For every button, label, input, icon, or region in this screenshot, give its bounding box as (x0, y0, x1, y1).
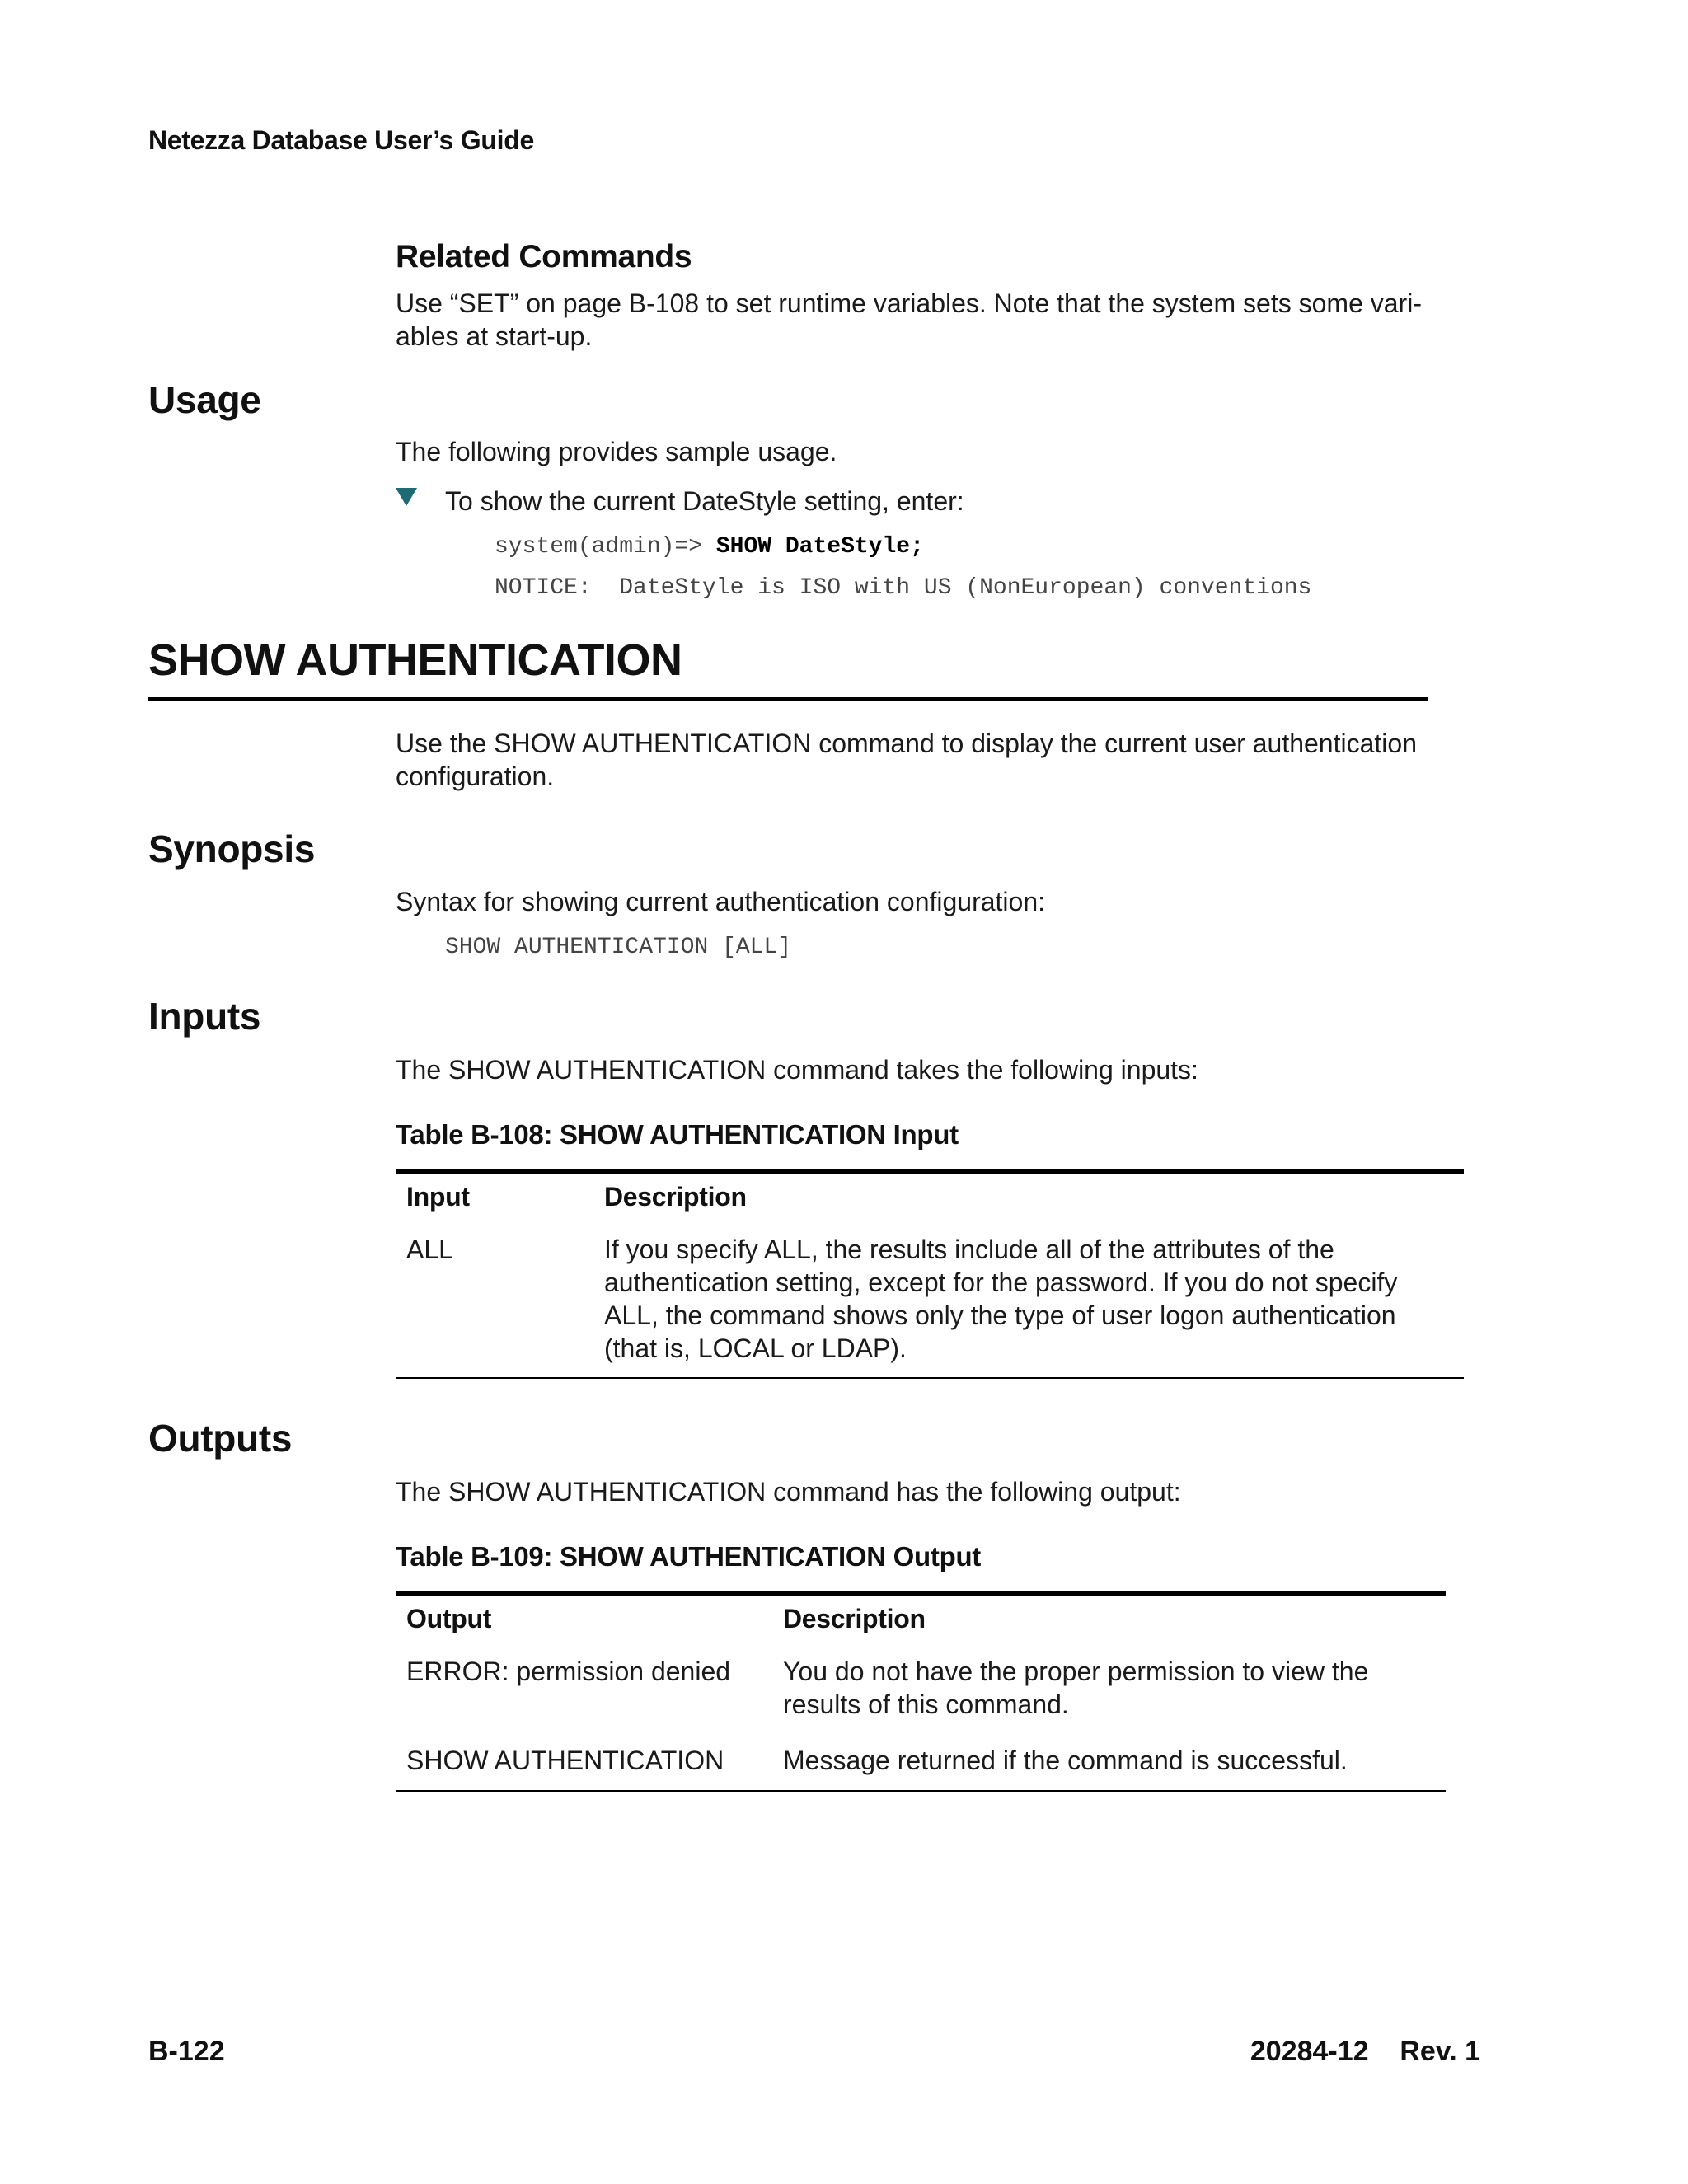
document-number: 20284-12 Rev. 1 (1250, 2036, 1480, 2067)
outputs-row-name: ERROR: permission denied (406, 1657, 731, 1686)
page-title: SHOW AUTHENTICATION (148, 635, 682, 685)
outputs-row-desc-line: results of this command. (783, 1690, 1069, 1719)
inputs-table-bottom-rule (396, 1377, 1464, 1379)
outputs-text: The SHOW AUTHENTICATION command has the following output: (396, 1477, 1181, 1507)
usage-code-line-2: NOTICE: DateStyle is ISO with US (NonEuropean) conventions (495, 575, 1312, 601)
synopsis-text: Syntax for showing current authentication configuration: (396, 887, 1046, 916)
code-prompt: system(admin)=> (495, 534, 716, 560)
outputs-table-caption: Table B-109: SHOW AUTHENTICATION Output (396, 1541, 981, 1572)
outputs-heading: Outputs (148, 1417, 293, 1460)
usage-bullet-text: To show the current DateStyle setting, enter: (445, 486, 964, 516)
inputs-text: The SHOW AUTHENTICATION command takes the following inputs: (396, 1055, 1198, 1085)
inputs-row-desc-line: ALL, the command shows only the type of user logon authentication (604, 1301, 1396, 1330)
outputs-col-output: Output (406, 1604, 492, 1633)
inputs-row-desc (604, 1233, 1461, 1365)
title-underline (148, 697, 1428, 701)
inputs-row-desc-line: authentication setting, except for the password. If you do not specify (604, 1268, 1398, 1297)
inputs-col-description: Description (604, 1182, 747, 1212)
section-desc-line-1: Use the SHOW AUTHENTICATION command to display the current user authentication (396, 729, 1417, 758)
page-number: B-122 (148, 2036, 225, 2067)
related-commands-line-2: ables at start-up. (396, 321, 593, 351)
inputs-table-top-rule (396, 1169, 1464, 1174)
outputs-row-desc (783, 1655, 1459, 1721)
inputs-table-caption: Table B-108: SHOW AUTHENTICATION Input (396, 1119, 959, 1150)
running-header: Netezza Database User’s Guide (148, 125, 534, 155)
synopsis-code: SHOW AUTHENTICATION [ALL] (445, 935, 792, 960)
triangle-bullet-icon (396, 488, 417, 506)
inputs-row-desc-line: If you specify ALL, the results include all of the attributes of the (604, 1235, 1334, 1264)
section-desc-line-2: configuration. (396, 762, 555, 791)
synopsis-heading: Synopsis (148, 827, 316, 870)
outputs-row-desc-line: Message returned if the command is successful. (783, 1746, 1348, 1775)
inputs-row-name: ALL (406, 1235, 453, 1264)
outputs-table-top-rule (396, 1591, 1446, 1596)
usage-heading: Usage (148, 378, 261, 421)
inputs-heading: Inputs (148, 995, 261, 1038)
outputs-table-bottom-rule (396, 1790, 1446, 1792)
outputs-row-desc-line: You do not have the proper permission to view the (783, 1657, 1369, 1686)
usage-code-line-1 (495, 534, 924, 560)
outputs-row-desc (783, 1744, 1459, 1777)
outputs-row-name: SHOW AUTHENTICATION (406, 1746, 724, 1775)
code-command: SHOW DateStyle; (715, 534, 924, 560)
inputs-col-input: Input (406, 1182, 470, 1212)
related-commands-heading: Related Commands (396, 239, 692, 274)
related-commands-line-1: Use “SET” on page B-108 to set runtime variables. Note that the system sets some vari- (396, 288, 1422, 318)
outputs-col-description: Description (783, 1604, 926, 1633)
inputs-row-desc-line: (that is, LOCAL or LDAP). (604, 1333, 907, 1363)
usage-intro: The following provides sample usage. (396, 437, 837, 466)
